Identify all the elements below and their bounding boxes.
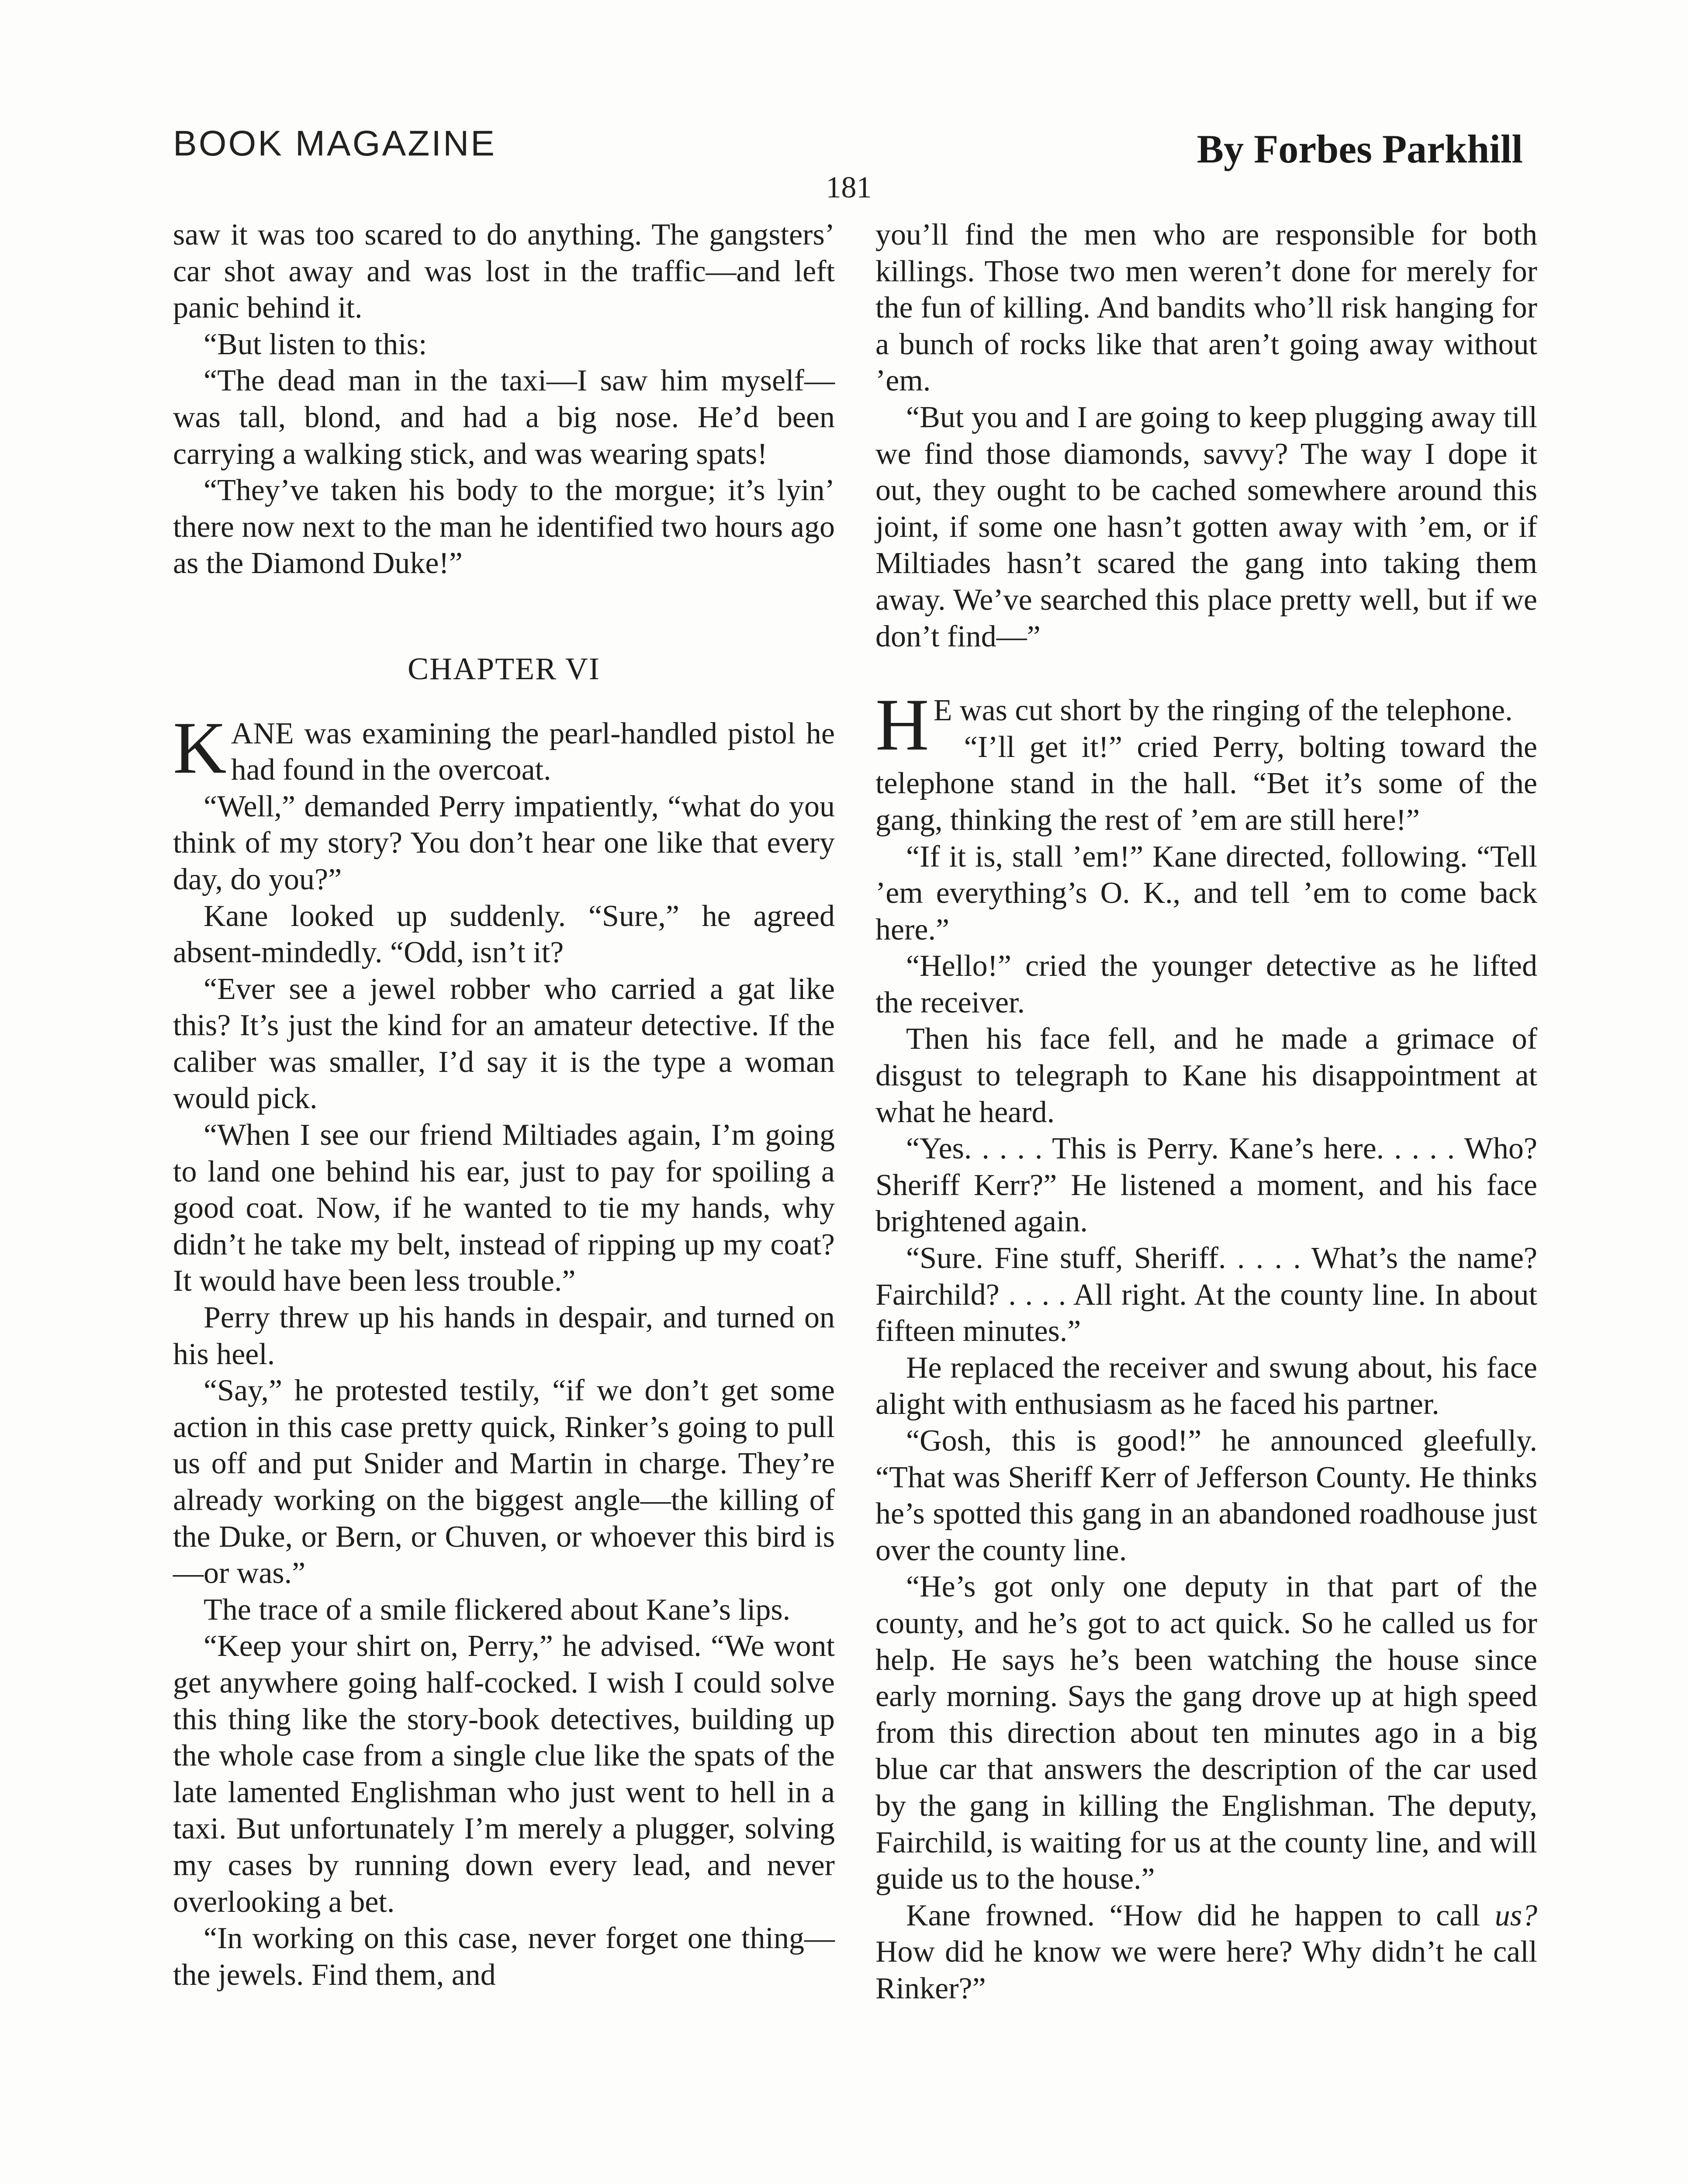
paragraph: “Say,” he protested testily, “if we don’t get some action in this case pretty quick, Rinker’s going to pull us off and put Snider and Martin in charge. They’re already working on the biggest angle—the killing of the Duke, or Bern, or Chuven, or whoever this bird is—or was.” <box>173 1374 835 1590</box>
drop-cap: K <box>173 706 227 789</box>
drop-cap-text: ANE was examining the pearl-handled pistol he had found in the overcoat. <box>231 716 835 787</box>
drop-cap: H <box>875 684 929 766</box>
chapter-heading: CHAPTER VI <box>408 651 600 686</box>
page-number: 181 <box>826 171 872 204</box>
paragraph: “If it is, stall ’em!” Kane directed, following. “Tell ’em everything’s O. K., and tell ’em to come back here.” <box>875 840 1537 947</box>
paragraph: “When I see our friend Miltiades again, I’m going to land one behind his ear, just to pay for spoiling a good coat. Now, if he wanted to tie my hands, why didn’t he take my belt, instead of ripping up my coat? It would have been less trouble.” <box>173 1118 835 1298</box>
paragraph: “Ever see a jewel robber who carried a gat like this? It’s just the kind for an amateur detective. If the caliber was smaller, I’d say it is the type a woman would pick. <box>173 972 835 1116</box>
paragraph: “Gosh, this is good!” he announced gleefully. “That was Sheriff Kerr of Jefferson County. He thinks he’s spotted this gang in an abandoned roadhouse just over the county line. <box>875 1424 1538 1567</box>
drop-cap-text: E was cut short by the ringing of the telephone. <box>933 694 1513 728</box>
paragraph: “Keep your shirt on, Perry,” he advised. “We wont get anywhere going half-cocked. I wish I could solve this thing like the story-book detectives, building up the whole case from a single clue like the spats of the late lamented Englishman who just went to hell in a taxi. But unfortunately I’m merely a plugger, solving my cases by running down every lead, and never overlooking a bet. <box>173 1629 835 1919</box>
paragraph <box>875 1897 1537 2007</box>
paragraph: “Yes. . . . . This is Perry. Kane’s here. . . . . Who? Sheriff Kerr?” He listened a moment, and his face brightened again. <box>875 1132 1537 1239</box>
paragraph: Perry threw up his hands in despair, and turned on his heel. <box>173 1301 835 1371</box>
magazine-title: BOOK MAGAZINE <box>173 124 496 163</box>
text-run: How did he know we were here? Why didn’t he call Rinker?” <box>875 1935 1537 2005</box>
paragraph: “But listen to this: <box>204 327 427 361</box>
paragraph: “He’s got only one deputy in that part of the county, and he’s got to act quick. So he called us for help. He says he’s been watching the house since early morning. Says the gang drove up at high speed from this direction about ten minutes ago in a big blue car that answers the description of the car used by the gang in killing the Englishman. The deputy, Fairchild, is waiting for us at the county line, and will guide us to the house.” <box>875 1570 1537 1896</box>
paragraph: He replaced the receiver and swung about, his face alight with enthusiasm as he faced his partner. <box>875 1351 1537 1421</box>
paragraph: “The dead man in the taxi—I saw him myself—was tall, blond, and had a big nose. He’d been carrying a walking stick, and was wearing spats! <box>173 364 835 471</box>
right-column <box>875 217 1537 2007</box>
paragraph: The trace of a smile flickered about Kane’s lips. <box>204 1593 791 1627</box>
paragraph: “I’ll get it!” cried Perry, bolting toward the telephone stand in the hall. “Bet it’s some of the gang, thinking the rest of ’em are still here!” <box>875 730 1537 837</box>
paragraph: Then his face fell, and he made a grimace of disgust to telegraph to Kane his disappointment at what he heard. <box>875 1022 1537 1129</box>
section-break <box>875 655 1537 692</box>
author-byline: By Forbes Parkhill <box>1197 127 1523 171</box>
paragraph: you’ll find the men who are responsible for both killings. Those two men weren’t done for merely for the fun of killing. And bandits who’ll risk hanging for a bunch of rocks like that aren’t going away without ’em. <box>875 218 1537 398</box>
drop-cap-paragraph <box>173 706 835 789</box>
paragraph: Kane looked up suddenly. “Sure,” he agreed absent-mindedly. “Odd, isn’t it? <box>173 899 835 970</box>
paragraph: saw it was too scared to do anything. The gangsters’ car shot away and was lost in the traffic—and left panic behind it. <box>173 218 835 325</box>
left-column <box>173 217 835 1993</box>
paragraph: “But you and I are going to keep plugging away till we find those diamonds, savvy? The way I dope it out, they ought to be cached somewhere around this joint, if some one hasn’t gotten away with ’em, or if Miltiades hasn’t scared the gang into taking them away. We’ve searched this place pretty well, but if we don’t find—” <box>875 400 1537 653</box>
paragraph: “Well,” demanded Perry impatiently, “what do you think of my story? You don’t hear one like that every day, do you?” <box>173 789 835 896</box>
drop-cap-paragraph <box>875 684 1537 766</box>
paragraph: “Sure. Fine stuff, Sheriff. . . . . What’s the name? Fairchild? . . . . All right. At the county line. In about fifteen minutes.” <box>875 1241 1537 1348</box>
paragraph: “Hello!” cried the younger detective as he lifted the receiver. <box>875 949 1537 1019</box>
paragraph: “In working on this case, never forget one thing—the jewels. Find them, and <box>173 1921 835 1992</box>
italic-word: us? <box>1494 1898 1537 1932</box>
text-run: Kane frowned. “How did he happen to call <box>906 1898 1495 1932</box>
paragraph: “They’ve taken his body to the morgue; it’s lyin’ there now next to the man he identified two hours ago as the Diamond Duke!” <box>173 473 835 581</box>
